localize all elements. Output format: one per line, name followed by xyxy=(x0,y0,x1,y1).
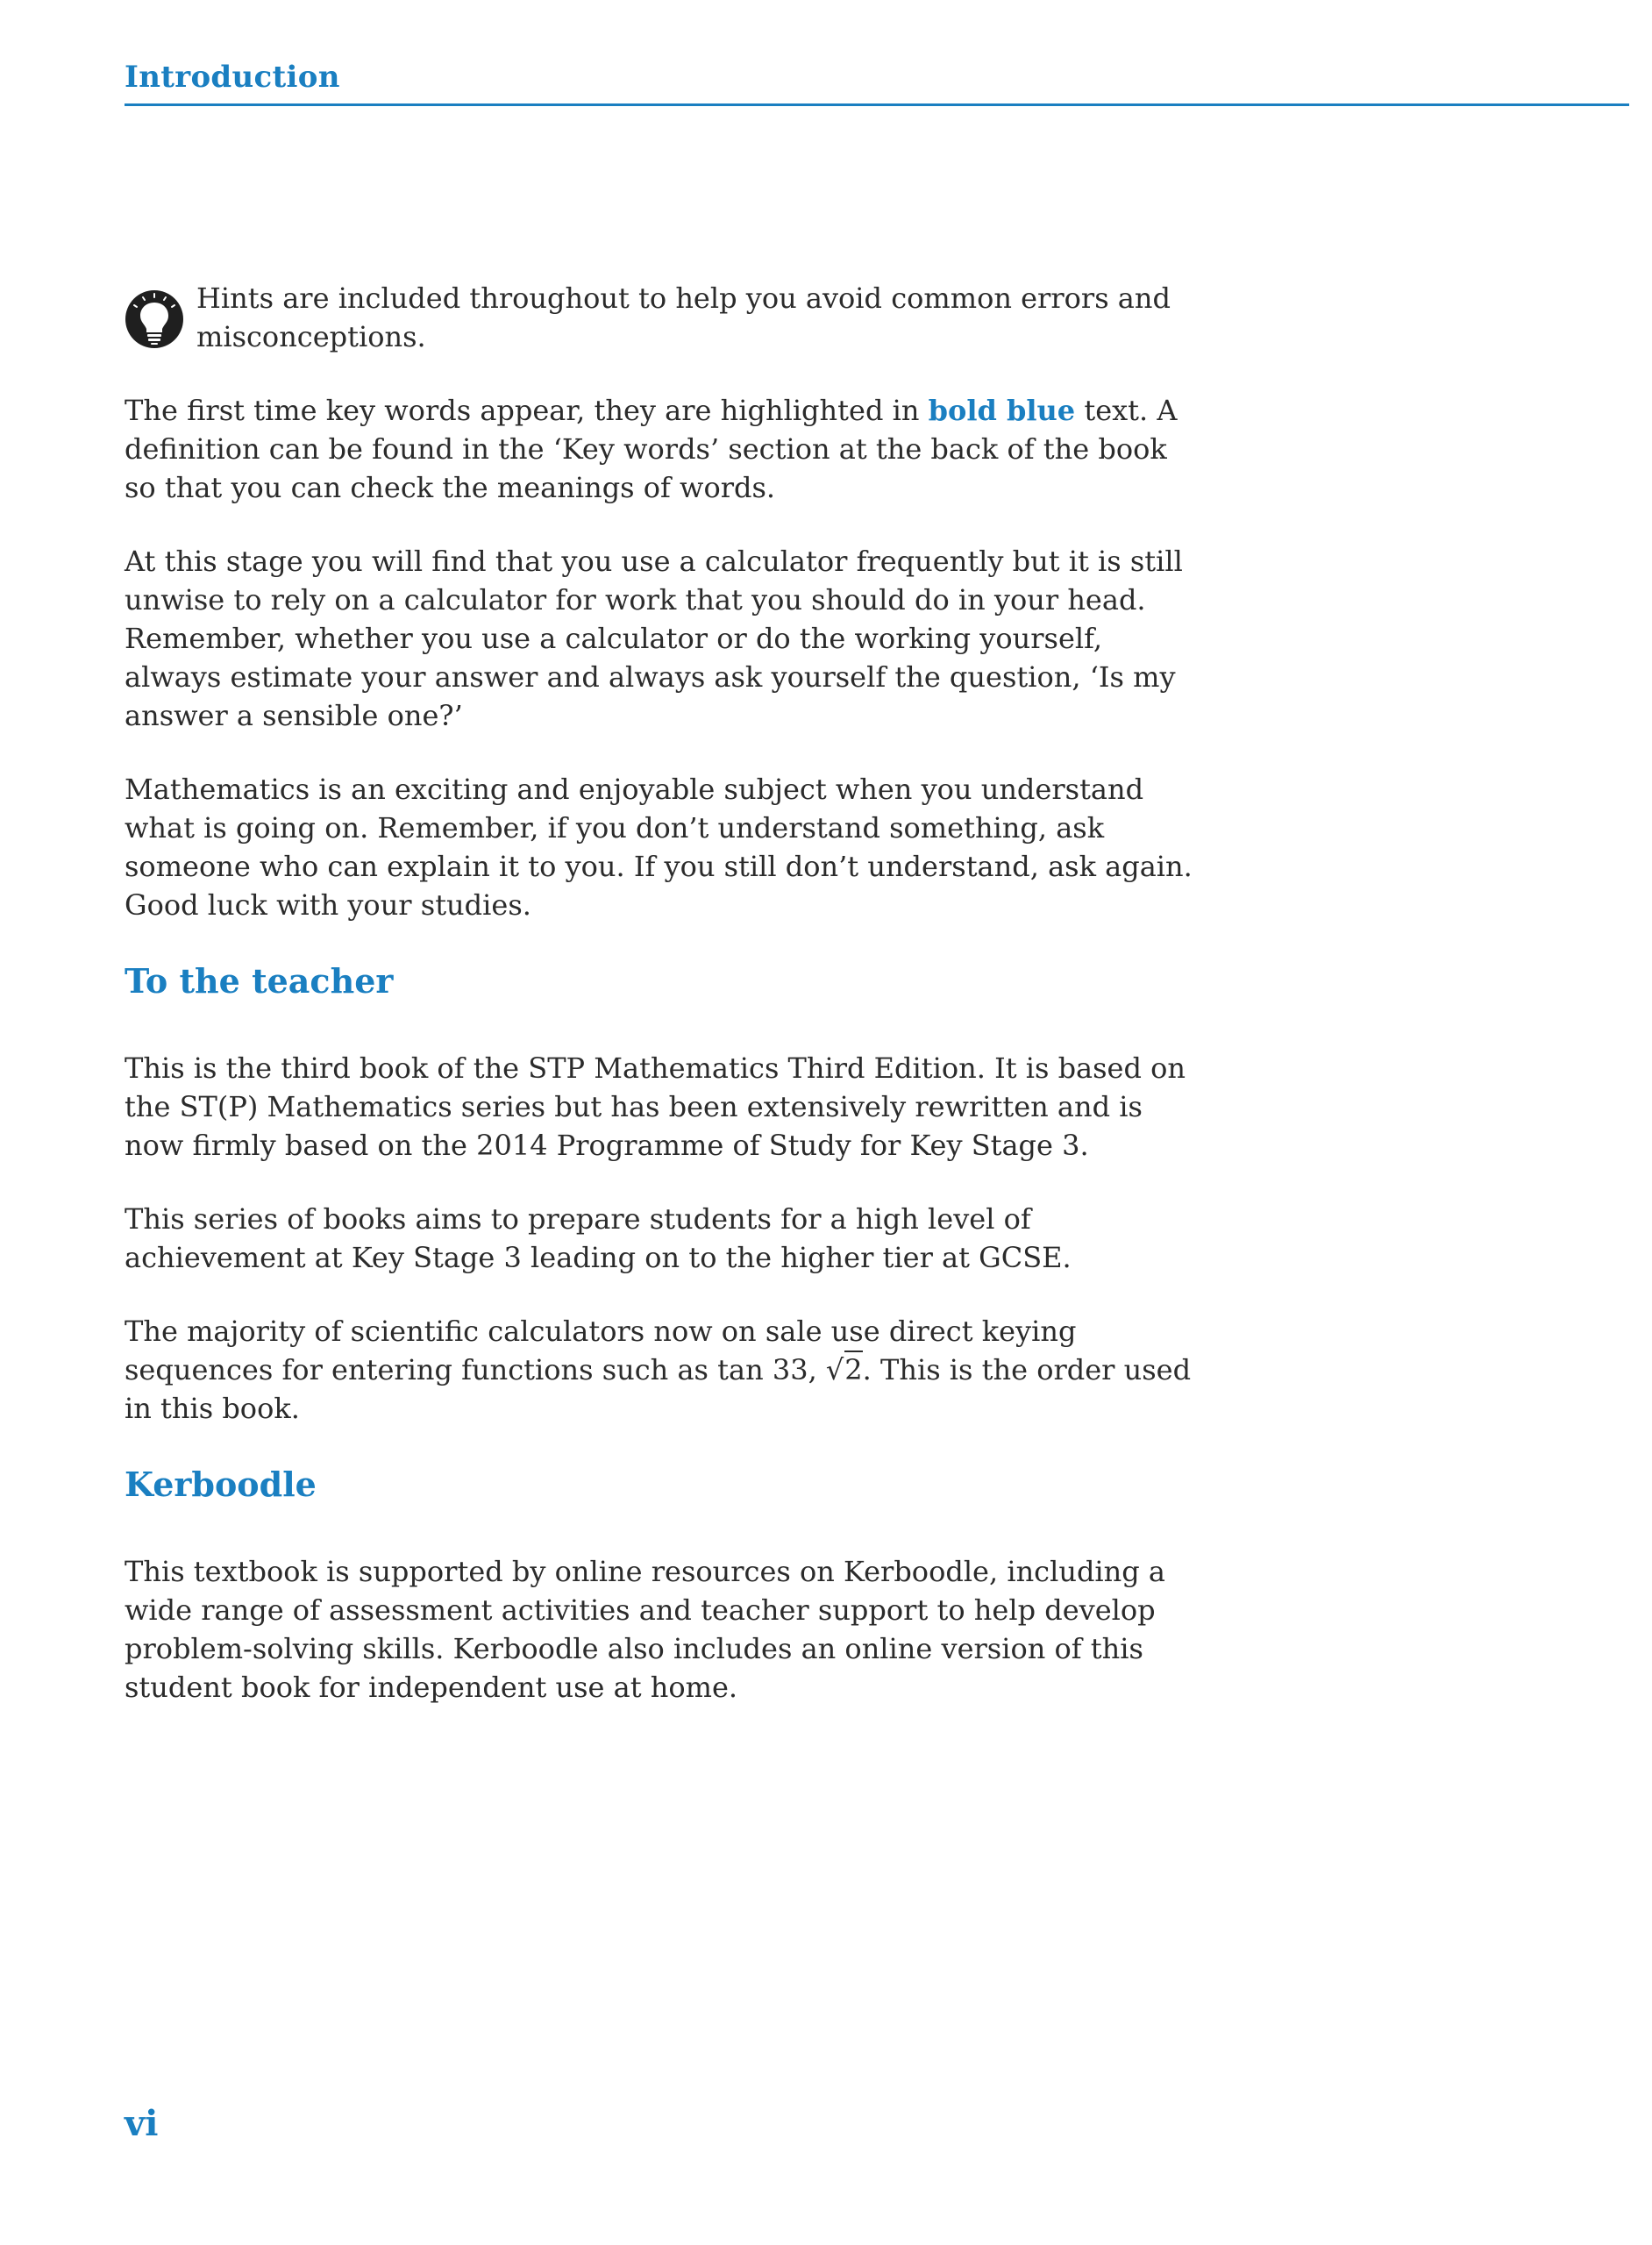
hint-text: Hints are included throughout to help you avoid common errors and misconceptions. xyxy=(196,282,1171,353)
enjoyable-paragraph: Mathematics is an exciting and enjoyable subject when you understand what is going on. Remember, if you don’t understand something, ask someone who can explain it to you. If you still don’t understand, ask again. Good luck with your studies. xyxy=(125,773,1193,922)
teacher-paragraph-1: This is the third book of the STP Mathematics Third Edition. It is based on the ST(P) Mathematics series but has been extensively rewritten and is now firmly based on the 2014 Programme of Study for Key Stage 3. xyxy=(125,1051,1186,1162)
teacher-paragraph-3-after: . This is the order used in this book. xyxy=(125,1353,1192,1425)
kerboodle-heading: Kerboodle xyxy=(125,1465,317,1504)
key-words-paragraph xyxy=(125,391,1203,507)
lightbulb-icon xyxy=(125,289,184,349)
root-symbol: √ xyxy=(825,1353,844,1386)
calculator-paragraph: At this stage you will find that you use a calculator frequently but it is still unwise to rely on a calculator for work that you should do in your head. Remember, whether you use a calculator or do the working yourself, always estimate your answer and always ask yourself the question, ‘Is my answer a sensible one?’ xyxy=(125,545,1183,732)
page-content xyxy=(125,279,1203,1742)
page-header xyxy=(125,60,1629,106)
square-root-expression xyxy=(826,1351,863,1389)
page-number: vi xyxy=(125,2103,159,2144)
teacher-heading: To the teacher xyxy=(125,961,394,1001)
hint-block xyxy=(125,279,1203,356)
bold-blue-highlight: bold blue xyxy=(928,394,1076,427)
teacher-paragraph-3-before: The majority of scientific calculators now on sale use direct keying sequences for entering functions such as tan 33, xyxy=(125,1315,1077,1386)
section-title: Introduction xyxy=(125,60,340,95)
root-radicand: 2 xyxy=(844,1351,862,1386)
key-words-text-after: text. A definition can be found in the ‘Key words’ section at the back of the book so that you can check the meanings of words. xyxy=(125,394,1178,504)
teacher-paragraph-2: This series of books aims to prepare students for a high level of achievement at Key Stage 3 leading on to the higher tier at GCSE. xyxy=(125,1202,1072,1274)
kerboodle-paragraph: This textbook is supported by online resources on Kerboodle, including a wide range of assessment activities and teacher support to help develop problem-solving skills. Kerboodle also includes an online version of this student book for independent use at home. xyxy=(125,1555,1165,1704)
key-words-text-before: The first time key words appear, they are highlighted in xyxy=(125,394,929,427)
teacher-paragraph-3 xyxy=(125,1312,1203,1428)
